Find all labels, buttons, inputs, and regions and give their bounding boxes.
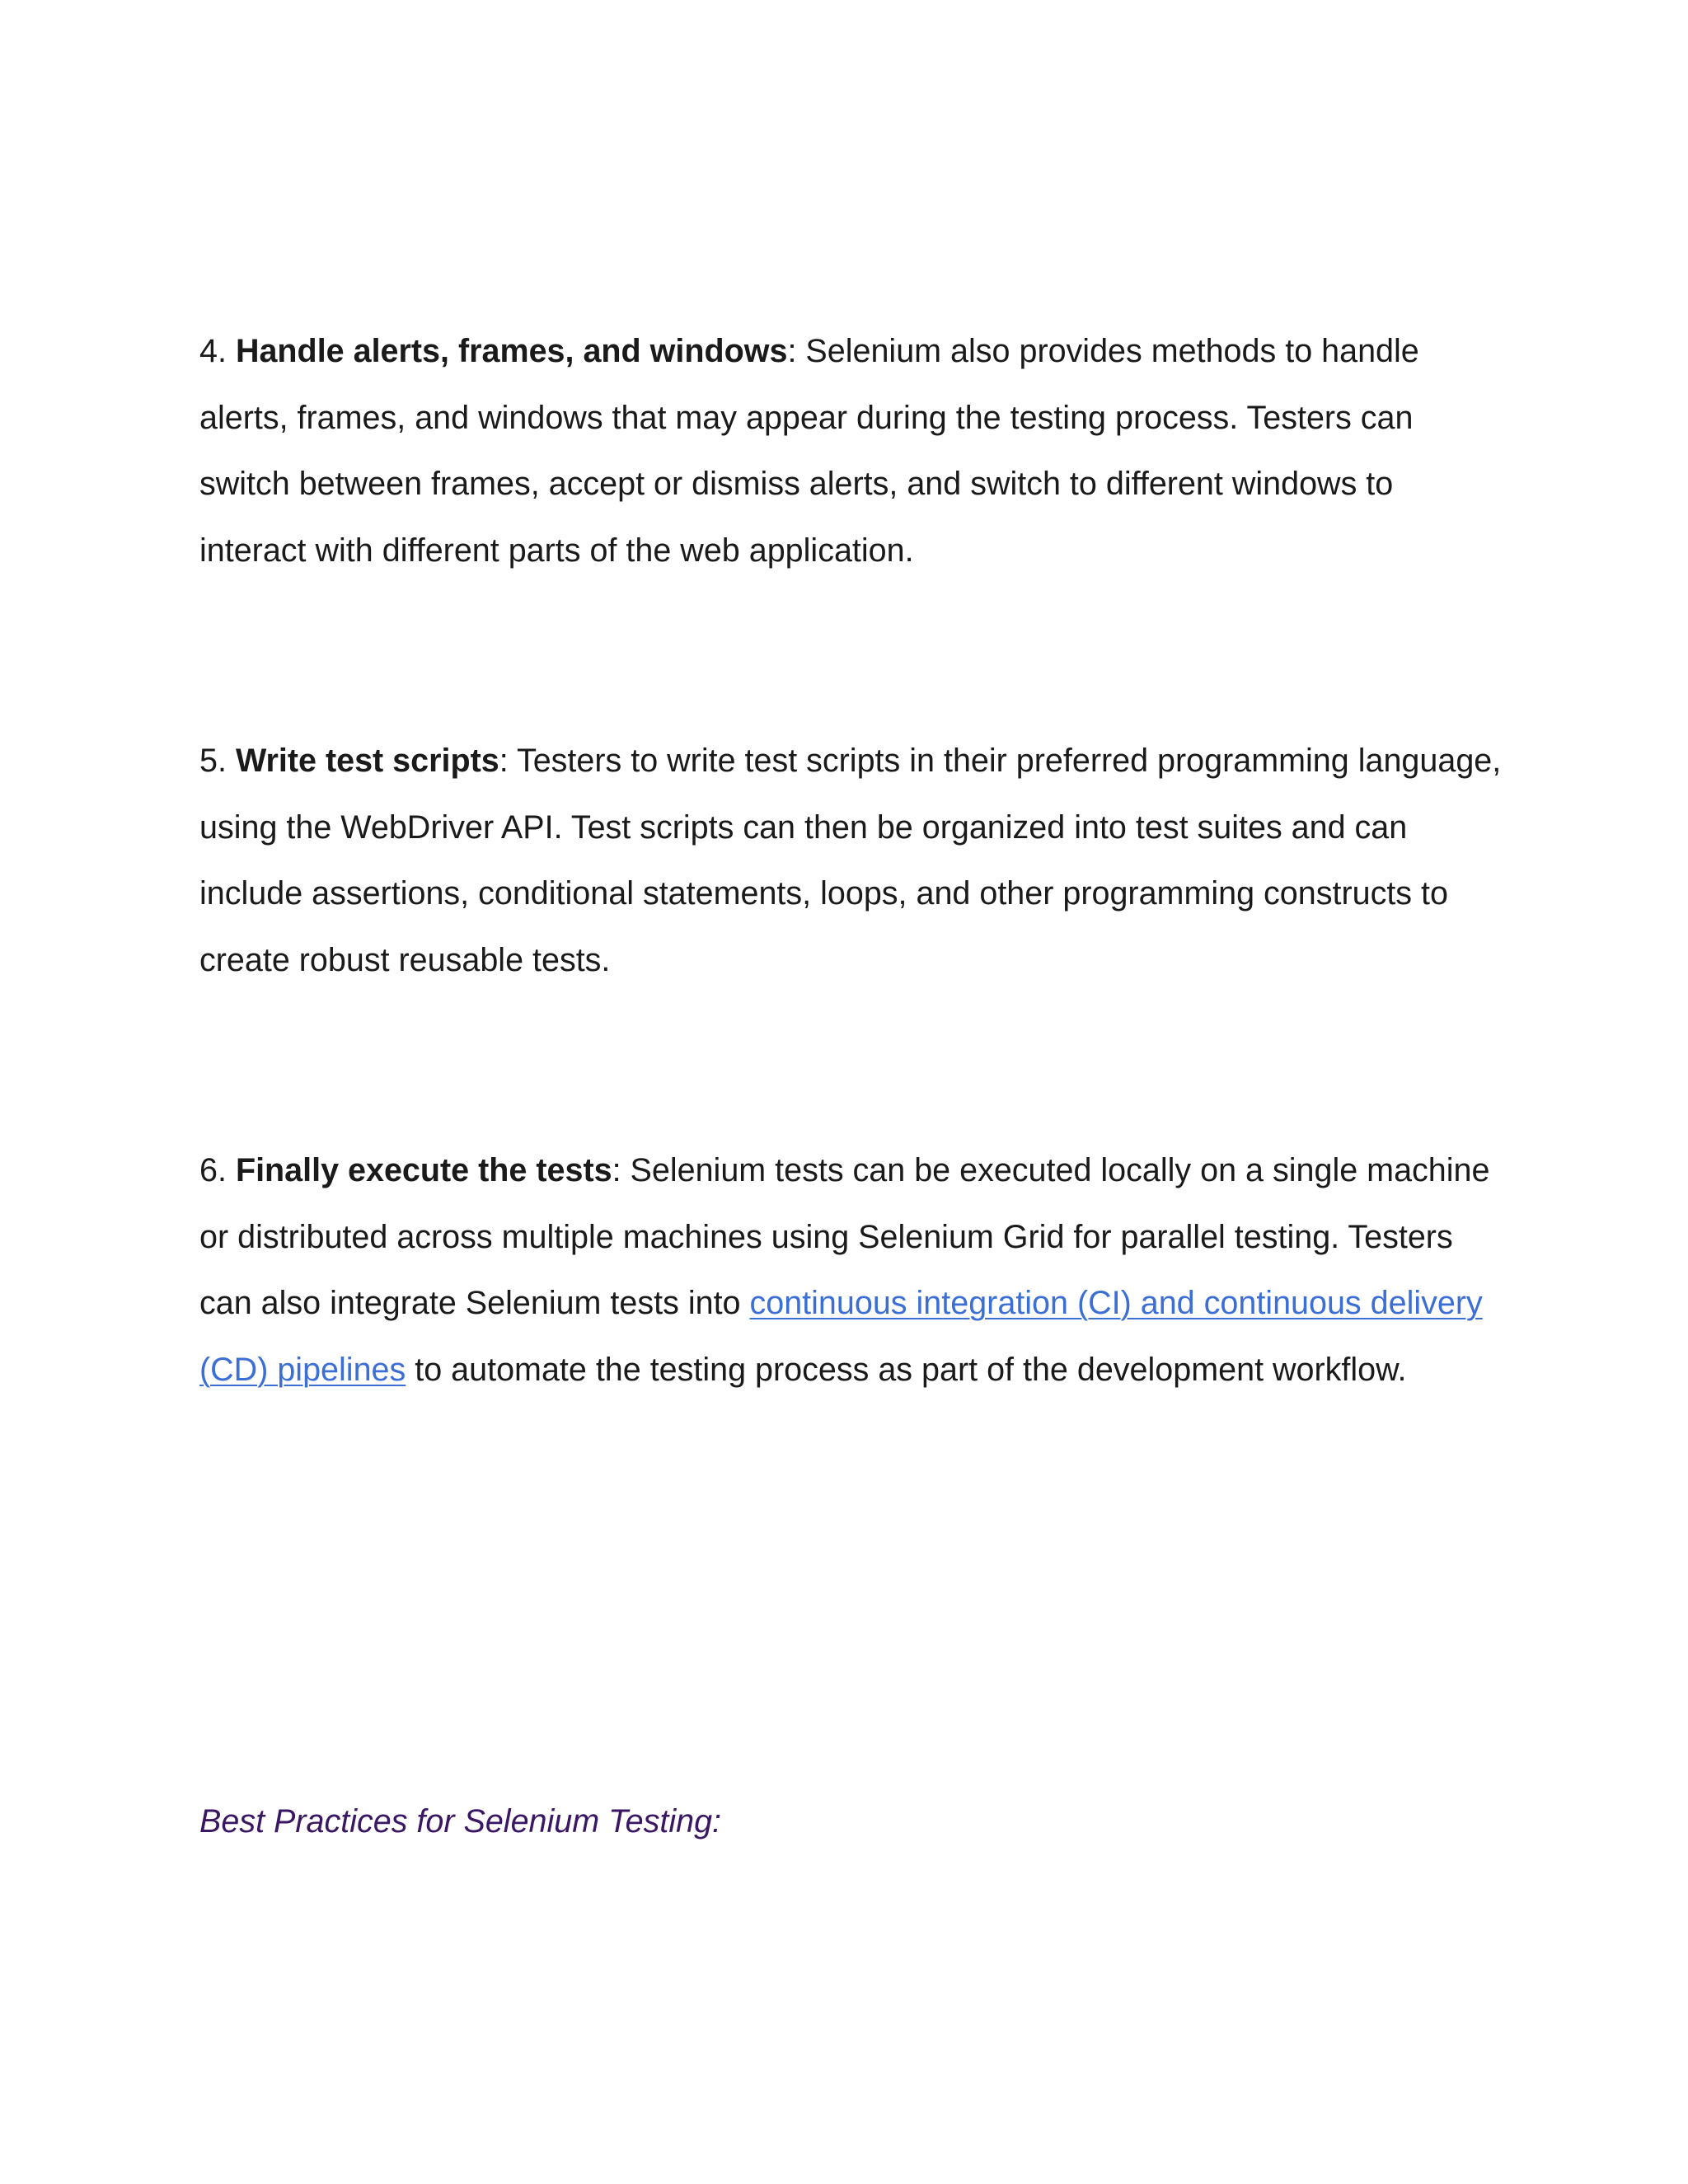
paragraph-text: : Selenium tests can be executed locally on a single machine or distributed across multiple machines using Selenium Grid for parallel testing. Testers can also integrate Selenium tests into bbox=[199, 1152, 1490, 1321]
paragraph-execute-tests bbox=[199, 1137, 1502, 1403]
paragraph-title: Handle alerts, frames, and windows bbox=[235, 333, 788, 369]
paragraph-title: Finally execute the tests bbox=[235, 1152, 612, 1188]
paragraph-title: Write test scripts bbox=[235, 743, 499, 779]
list-number: 6. bbox=[199, 1152, 227, 1188]
paragraph-text: to automate the testing process as part of the development workflow. bbox=[406, 1351, 1407, 1388]
paragraph-text: : Testers to write test scripts in their preferred programming language, using the WebDriver API. Test scripts can then be organized into test suites and can include assertions, conditional statements, loops, and other programming constructs to create robust reusable tests. bbox=[199, 743, 1502, 978]
ci-cd-pipelines-link[interactable]: continuous integration (CI) and continuous delivery (CD) pipelines bbox=[199, 1285, 1483, 1388]
paragraph-handle-alerts bbox=[199, 318, 1502, 583]
list-number: 4. bbox=[199, 333, 227, 369]
paragraph-text: : Selenium also provides methods to handle alerts, frames, and windows that may appear during the testing process. Testers can switch between frames, accept or dismiss alerts, and switch to different windows to interact with different parts of the web application. bbox=[199, 333, 1419, 569]
section-heading: Best Practices for Selenium Testing: bbox=[199, 1803, 722, 1840]
paragraph-write-test-scripts bbox=[199, 728, 1502, 993]
list-number: 5. bbox=[199, 743, 227, 779]
